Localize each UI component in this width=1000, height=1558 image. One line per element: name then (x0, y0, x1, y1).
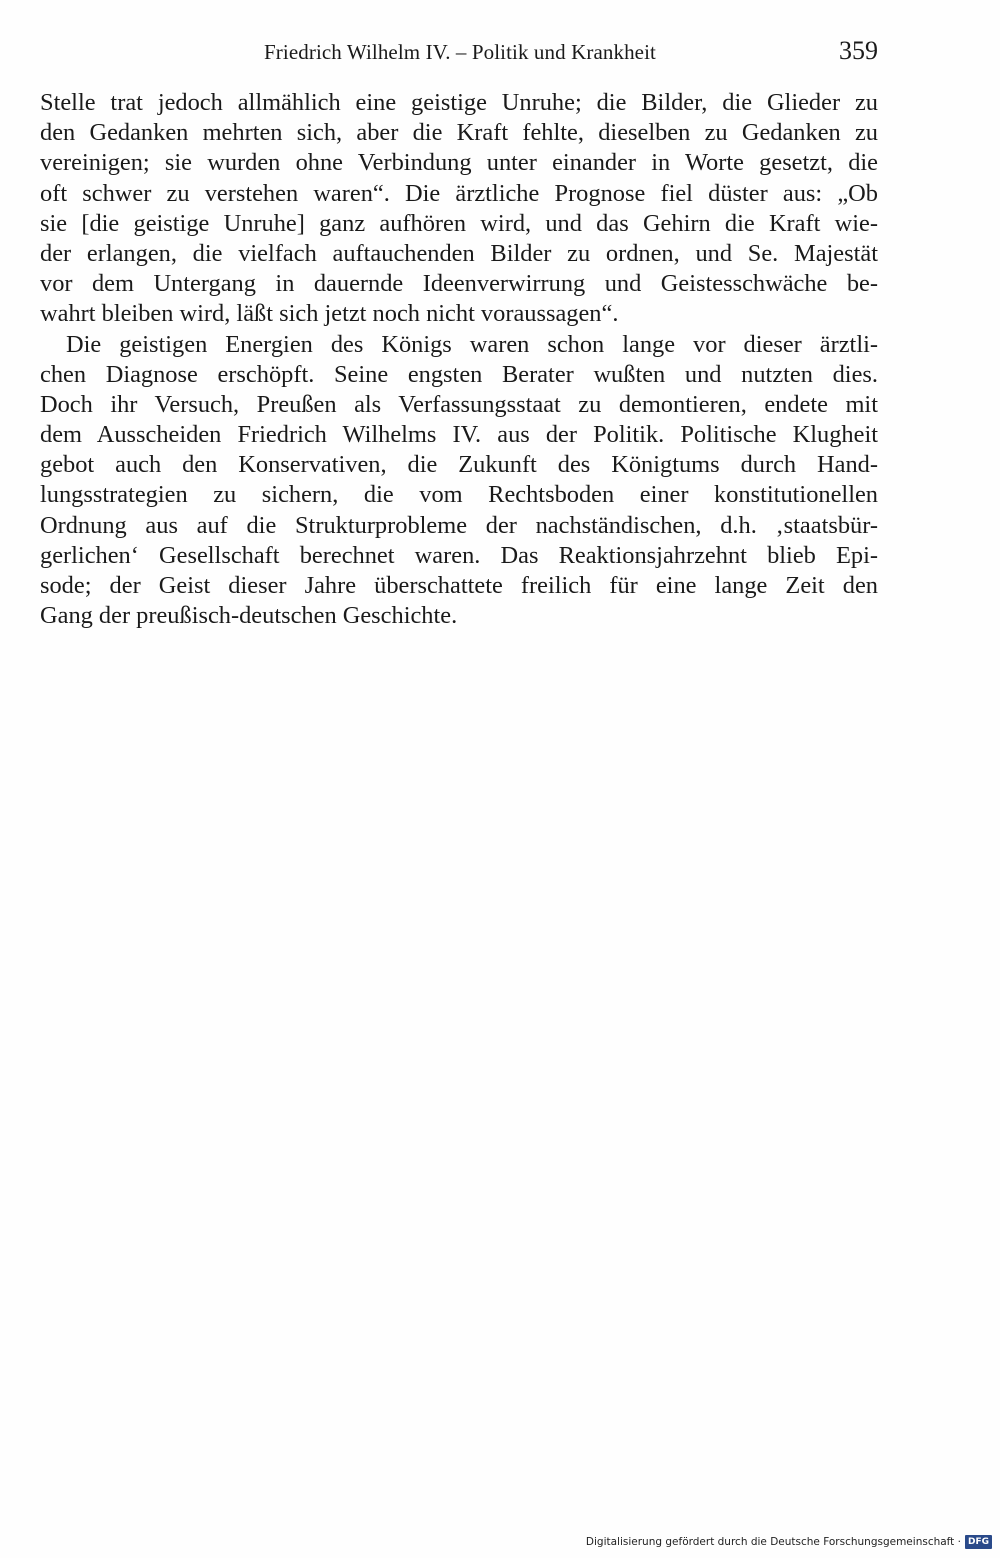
page-number: 359 (839, 36, 878, 65)
text-line: lungsstrategien zu sichern, die vom Rechtsboden einer konstitutionellen (40, 481, 878, 509)
text-line: Ordnung aus auf die Strukturprobleme der nachständischen, d.h. ‚staatsbür- (40, 511, 878, 539)
text-line: Die geistigen Energien des Königs waren schon lange vor dieser ärztli- (66, 330, 878, 358)
running-head (40, 36, 880, 72)
credit-text: Digitalisierung gefördert durch die Deutsche Forschungsgemeinschaft · (585, 1536, 961, 1548)
running-title: Friedrich Wilhelm IV. – Politik und Krankheit (264, 40, 656, 64)
text-line: vereinigen; sie wurden ohne Verbindung unter einander in Worte gesetzt, die (40, 149, 878, 177)
dfg-logo: DFG (965, 1535, 992, 1549)
text-line: vor dem Untergang in dauernde Ideenverwirrung und Geistesschwäche be- (40, 270, 878, 298)
text-line: wahrt bleiben wird, läßt sich jetzt noch nicht voraussagen“. (40, 300, 619, 328)
paragraph-2 (40, 330, 878, 632)
text-line: chen Diagnose erschöpft. Seine engsten Berater wußten und nutzten dies. (40, 360, 878, 388)
body-text (40, 88, 878, 631)
text-line: der erlangen, die vielfach auftauchenden Bilder zu ordnen, und Se. Majestät (40, 239, 878, 267)
text-line: Stelle trat jedoch allmählich eine geistige Unruhe; die Bilder, die Glieder zu (40, 89, 878, 116)
text-line: oft schwer zu verstehen waren“. Die ärztliche Prognose fiel düster aus: „Ob (40, 179, 878, 207)
text-line: sie [die geistige Unruhe] ganz aufhören wird, und das Gehirn die Kraft wie- (40, 209, 878, 237)
text-line: Doch ihr Versuch, Preußen als Verfassungsstaat zu demontieren, endete mit (40, 390, 878, 418)
text-line: Gang der preußisch-deutschen Geschichte. (40, 602, 458, 630)
digitization-credit (586, 1532, 992, 1552)
paragraph-1 (40, 88, 878, 330)
text-line: gebot auch den Konservativen, die Zukunft des Königtums durch Hand- (40, 451, 878, 479)
text-line: den Gedanken mehrten sich, aber die Kraft fehlte, dieselben zu Gedanken zu (40, 119, 878, 147)
text-line: sode; der Geist dieser Jahre überschattete freilich für eine lange Zeit den (40, 572, 878, 599)
text-line: gerlichen‘ Gesellschaft berechnet waren. Das Reaktionsjahrzehnt blieb Epi- (40, 541, 878, 569)
text-line: dem Ausscheiden Friedrich Wilhelms IV. aus der Politik. Politische Klugheit (40, 421, 878, 449)
